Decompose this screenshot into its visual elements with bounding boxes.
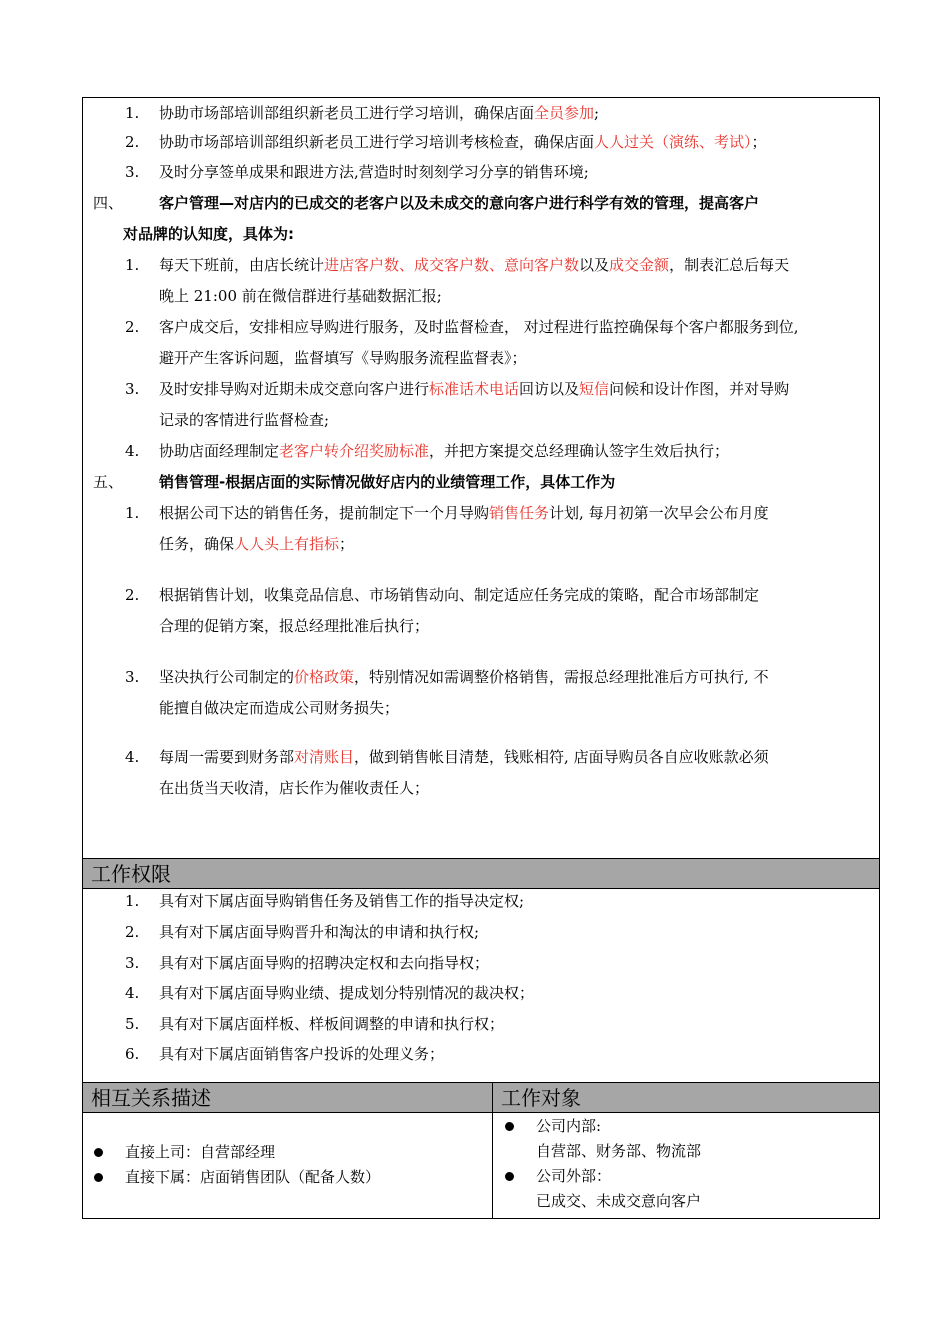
authority-item <box>83 886 879 916</box>
item-text: 具有对下属店面销售客户投诉的处理义务； <box>159 1045 445 1063</box>
duty-item <box>83 580 879 610</box>
heading-number: 四、 <box>93 194 124 212</box>
duty-item <box>83 250 879 280</box>
duty-item <box>83 157 879 187</box>
duty-item-cont <box>83 693 879 723</box>
targets-column <box>493 1083 879 1218</box>
item-text: 具有对下属店面样板、样板间调整的申请和执行权； <box>159 1015 505 1033</box>
section-heading-4 <box>83 188 879 218</box>
duty-item-cont <box>83 529 879 559</box>
relations-column <box>83 1083 493 1218</box>
item-number: 2. <box>125 133 140 151</box>
duty-item <box>83 127 879 157</box>
bullet-icon <box>94 1148 103 1157</box>
duty-item <box>83 498 879 528</box>
authority-item <box>83 948 879 978</box>
item-number: 2. <box>125 923 140 941</box>
item-text: 根据销售计划，收集竞品信息、市场销售动向、制定适应任务完成的策略，配合市场部制定 <box>159 586 760 604</box>
duty-item-cont <box>83 343 879 373</box>
item-number: 3. <box>125 668 140 686</box>
targets-title: 工作对象 <box>493 1083 879 1113</box>
item-number: 3. <box>125 163 140 181</box>
section-heading-4-cont <box>83 219 879 249</box>
item-text: 协助店面经理制定老客户转介绍奖励标准，并把方案提交总经理确认签字生效后执行； <box>159 442 730 460</box>
item-text: 协助市场部培训部组织新老员工进行学习培训，确保店面全员参加; <box>159 104 600 122</box>
relations-title: 相互关系描述 <box>83 1083 492 1113</box>
duty-item <box>83 662 879 692</box>
item-text: 记录的客情进行监督检查; <box>159 411 330 429</box>
item-number: 3. <box>125 380 140 398</box>
internal-value: 自营部、财务部、物流部 <box>536 1142 702 1160</box>
supervisor-text: 直接上司：自营部经理 <box>125 1143 276 1161</box>
authority-item <box>83 1009 879 1039</box>
item-text: 及时分享签单成果和跟进方法,营造时时刻刻学习分享的销售环境; <box>159 163 589 181</box>
authority-item <box>83 1039 879 1069</box>
item-number: 1. <box>125 504 140 522</box>
item-text: 协助市场部培训部组织新老员工进行学习培训考核检查，确保店面人人过关（演练、考试）； <box>159 133 767 151</box>
authority-item <box>83 917 879 947</box>
item-text: 每天下班前，由店长统计进店客户数、成交客户数、意向客户数以及成交金额，制表汇总后每天 <box>159 256 790 274</box>
authority-block <box>83 889 879 1083</box>
item-text: 每周一需要到财务部对清账目，做到销售帐目清楚，钱账相符, 店面导购员各自应收账款必须 <box>159 748 769 766</box>
heading-text: 销售管理-根据店面的实际情况做好店内的业绩管理工作，具体工作为 <box>159 473 616 491</box>
external-label: 公司外部： <box>536 1167 612 1185</box>
item-text: 具有对下属店面导购销售任务及销售工作的指导决定权; <box>159 892 525 910</box>
item-text: 避开产生客诉问题，监督填写《导购服务流程监督表》； <box>159 349 527 367</box>
item-text: 及时安排导购对近期未成交意向客户进行标准话术电话回访以及短信问候和设计作图，并对导购 <box>159 380 790 398</box>
duty-item-cont <box>83 405 879 435</box>
heading-text: 客户管理—对店内的已成交的老客户以及未成交的意向客户进行科学有效的管理，提高客户 <box>159 194 760 212</box>
duties-block <box>83 98 879 859</box>
external-value: 已成交、未成交意向客户 <box>536 1192 702 1210</box>
duty-item <box>83 374 879 404</box>
bullet-icon <box>505 1172 514 1181</box>
item-number: 4. <box>125 984 140 1002</box>
item-number: 5. <box>125 1015 140 1033</box>
duty-item <box>83 98 879 128</box>
item-text: 合理的促销方案，报总经理批准后执行； <box>159 617 430 635</box>
item-number: 1. <box>125 256 140 274</box>
duty-item-cont <box>83 611 879 641</box>
item-number: 1. <box>125 104 140 122</box>
item-text: 客户成交后，安排相应导购进行服务，及时监督检查， 对过程进行监控确保每个客户都服务到位, <box>159 318 799 336</box>
heading-number: 五、 <box>93 473 124 491</box>
internal-label: 公司内部: <box>536 1117 602 1135</box>
item-text: 在出货当天收清，店长作为催收责任人； <box>159 779 430 797</box>
item-number: 1. <box>125 892 140 910</box>
item-number: 2. <box>125 318 140 336</box>
item-text: 具有对下属店面导购的招聘决定权和去向指导权； <box>159 954 490 972</box>
duty-item <box>83 436 879 466</box>
item-text: 任务，确保人人头上有指标； <box>159 535 355 553</box>
item-text: 能擅自做决定而造成公司财务损失； <box>159 699 400 717</box>
item-text: 晚上 21:00 前在微信群进行基础数据汇报; <box>159 287 442 305</box>
item-text: 具有对下属店面导购晋升和淘汰的申请和执行权; <box>159 923 480 941</box>
bullet-icon <box>94 1173 103 1182</box>
item-text: 根据公司下达的销售任务，提前制定下一个月导购销售任务计划, 每月初第一次早会公布月度 <box>159 504 769 522</box>
duty-item <box>83 742 879 772</box>
duty-item-cont <box>83 281 879 311</box>
section-heading-5 <box>83 467 879 497</box>
item-text: 具有对下属店面导购业绩、提成划分特别情况的裁决权； <box>159 984 535 1002</box>
authority-item <box>83 978 879 1008</box>
job-description-table <box>82 97 880 1219</box>
bullet-icon <box>505 1122 514 1131</box>
item-text: 坚决执行公司制定的价格政策，特别情况如需调整价格销售，需报总经理批准后方可执行, 不 <box>159 668 769 686</box>
duty-item <box>83 312 879 342</box>
item-number: 4. <box>125 748 140 766</box>
item-number: 2. <box>125 586 140 604</box>
relations-row <box>83 1083 879 1218</box>
authority-title: 工作权限 <box>83 859 879 889</box>
item-number: 6. <box>125 1045 140 1063</box>
subordinate-text: 直接下属：店面销售团队（配备人数） <box>125 1168 381 1186</box>
item-number: 3. <box>125 954 140 972</box>
duty-item-cont <box>83 773 879 803</box>
item-number: 4. <box>125 442 140 460</box>
heading-text: 对品牌的认知度，具体为: <box>123 225 294 243</box>
